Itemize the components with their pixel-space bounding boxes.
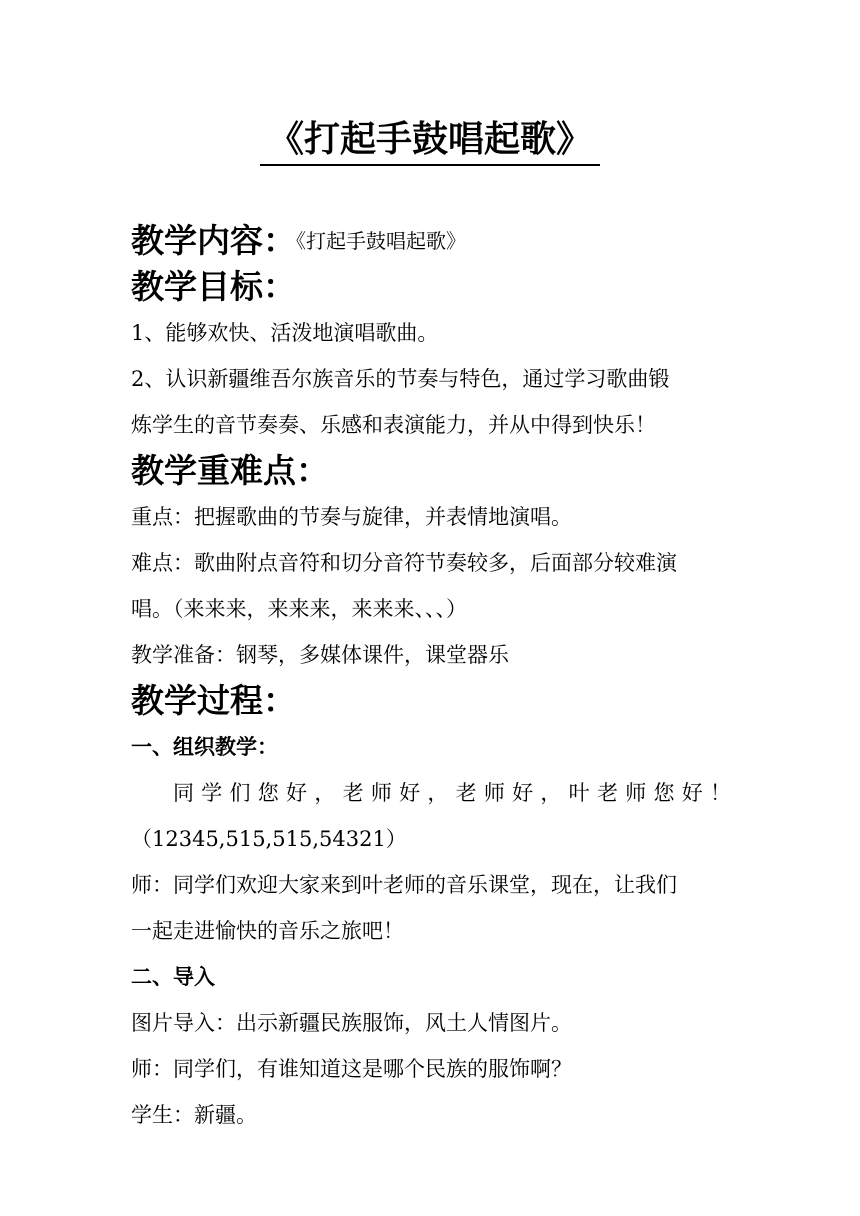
greeting-line-2: （12345,515,515,54321）	[131, 827, 407, 851]
teacher-line-2: 师：同学们，有谁知道这是哪个民族的服饰啊？	[131, 1057, 572, 1081]
difficulty-line-1: 难点：歌曲附点音符和切分音符节奏较多，后面部分较难演	[131, 551, 677, 575]
teacher-line-1b: 一起走进愉快的音乐之旅吧！	[131, 919, 404, 943]
section-1-heading: 一、组织教学：	[131, 735, 278, 759]
section-2-heading: 二、导入	[131, 965, 215, 989]
key-points-heading: 教学重难点：	[131, 451, 329, 490]
goal-2-line-1: 2、认识新疆维吾尔族音乐的节奏与特色，通过学习歌曲锻	[131, 367, 670, 391]
teaching-content-value: 《打起手鼓唱起歌》	[296, 229, 466, 253]
teaching-content-heading: 教学内容：	[131, 221, 296, 260]
goal-1: 1、能够欢快、活泼地演唱歌曲。	[131, 321, 439, 345]
key-point: 重点：把握歌曲的节奏与旋律，并表情地演唱。	[131, 505, 572, 529]
goal-2-line-2: 炼学生的音节奏奏、乐感和表演能力，并从中得到快乐！	[131, 413, 656, 437]
teaching-process-heading: 教学过程：	[131, 681, 296, 720]
teaching-preparation: 教学准备：钢琴，多媒体课件，课堂器乐	[131, 643, 509, 667]
teaching-goals-heading: 教学目标：	[131, 267, 296, 306]
document-body	[131, 218, 731, 1138]
teacher-line-1a: 师：同学们欢迎大家来到叶老师的音乐课堂，现在，让我们	[131, 873, 677, 897]
intro-pictures: 图片导入：出示新疆民族服饰，风土人情图片。	[131, 1011, 572, 1035]
document-title: 《打起手鼓唱起歌》	[260, 116, 600, 166]
difficulty-line-2: 唱。（来来来，来来来，来来来、、、）	[131, 597, 467, 621]
greeting-line-1: 同学们您好，老师好，老师好，叶老师您好！	[173, 781, 731, 805]
teaching-content-heading-row	[131, 218, 731, 264]
document-title-block	[0, 112, 860, 168]
student-line-1: 学生：新疆。	[131, 1103, 257, 1127]
